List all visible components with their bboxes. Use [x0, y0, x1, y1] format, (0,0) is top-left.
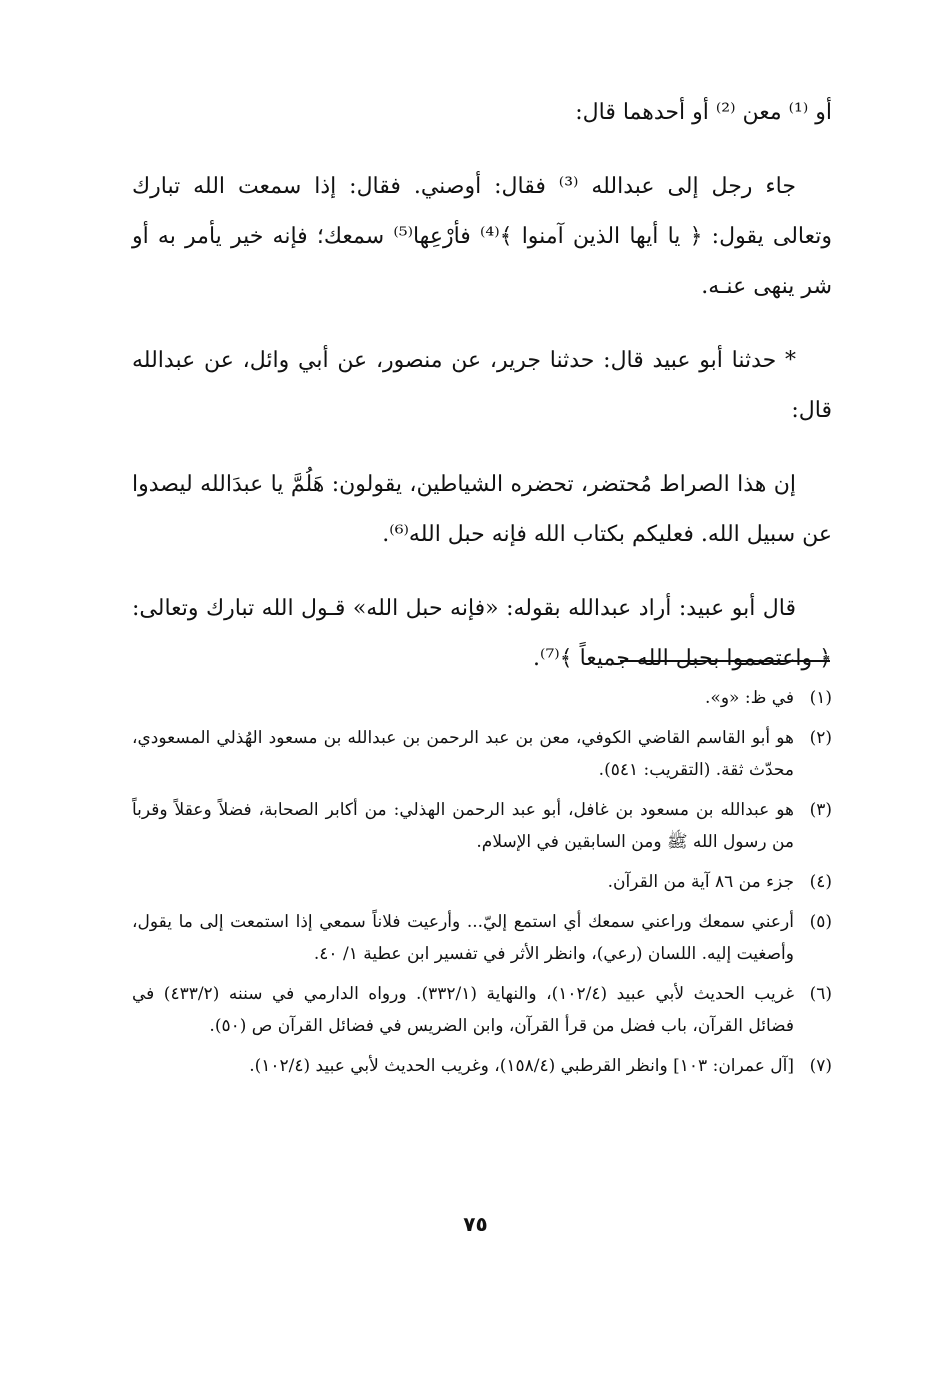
paragraph: جاء رجل إلى عبدالله ⁽³⁾ فقال: أوصني. فقال: إذا سمعت الله تبارك وتعالى يقول: ﴿ يا أيها الذين آمنوا ﴾⁽⁴⁾ فأرْعِها⁽⁵⁾ سمعك؛ فإنه خير يأمر به أو شر ينهى عنـه. — [132, 174, 832, 299]
footnote-number: (١) — [809, 688, 832, 708]
footnote — [132, 978, 832, 1042]
footnote-text: جزء من ٨٦ آية من القرآن. — [607, 872, 794, 892]
footnote — [132, 906, 832, 970]
main-text — [132, 88, 832, 708]
paragraph: إن هذا الصراط مُحتضر، تحضره الشياطين، يقولون: هَلُمَّ يا عبدَالله ليصدوا عن سبيل الله. فعليكم بكتاب الله فإنه حبل الله⁽⁶⁾. — [132, 472, 832, 547]
paragraph: * حدثنا أبو عبيد قال: حدثنا جرير، عن منصور، عن أبي وائل، عن عبدالله قال: — [132, 348, 832, 423]
footnote — [132, 682, 832, 714]
footnote-number: (٢) — [809, 728, 832, 748]
footnote-number: (٥) — [809, 912, 832, 932]
footnote-text: هو أبو القاسم القاضي الكوفي، معن بن عبد الرحمن بن عبدالله بن مسعود الهُذلي المسعودي، محدّث ثقة. (التقريب: ٥٤١). — [132, 728, 794, 780]
footnote-text: هو عبدالله بن مسعود بن غافل، أبو عبد الرحمن الهذلي: من أكابر الصحابة، فضلاً وعقلاً وقرباً من رسول الله ﷺ ومن السابقين في الإسلام. — [132, 800, 794, 852]
footnote-number: (٧) — [809, 1056, 832, 1076]
footnotes — [132, 682, 832, 1090]
footnote-text: في ظ: «و». — [705, 688, 794, 708]
footnote-number: (٣) — [809, 800, 832, 820]
footnote-text: [آل عمران: ١٠٣] وانظر القرطبي (١٥٨/٤)، وغريب الحديث لأبي عبيد (١٠٢/٤). — [249, 1056, 794, 1076]
footnote-text: غريب الحديث لأبي عبيد (١٠٢/٤)، والنهاية (٣٣٢/١). ورواه الدارمي في سننه (٤٣٣/٢) في فضائل القرآن، باب فضل من قرأ القرآن، وابن الضريس في فضائل القرآن ص (٥٠). — [132, 984, 794, 1036]
opening-line: أو ⁽¹⁾ معن ⁽²⁾ أو أحدهما قال: — [575, 100, 832, 125]
footnote — [132, 794, 832, 858]
footnote-text: أرعني سمعك وراعني سمعك أي استمع إليّ... وأرعيت فلاناً سمعي إذا استمعت إلى ما يقول، وأصغيت إليه. اللسان (رعي)، وانظر الأثر في تفسير ابن عطية ١/ ٤٠. — [132, 912, 794, 964]
page-number: ٧٥ — [463, 1212, 488, 1236]
footnote — [132, 722, 832, 786]
footnote-number: (٦) — [809, 984, 832, 1004]
paragraph: قال أبو عبيد: أراد عبدالله بقوله: «فإنه حبل الله» قـول الله تبارك وتعالى: ﴿ واعتصموا بحبل الله جميعاً ﴾⁽⁷⁾. — [132, 596, 832, 671]
footnote — [132, 1050, 832, 1082]
footnote — [132, 866, 832, 898]
footnote-number: (٤) — [809, 872, 832, 892]
footnote-separator — [620, 660, 830, 662]
